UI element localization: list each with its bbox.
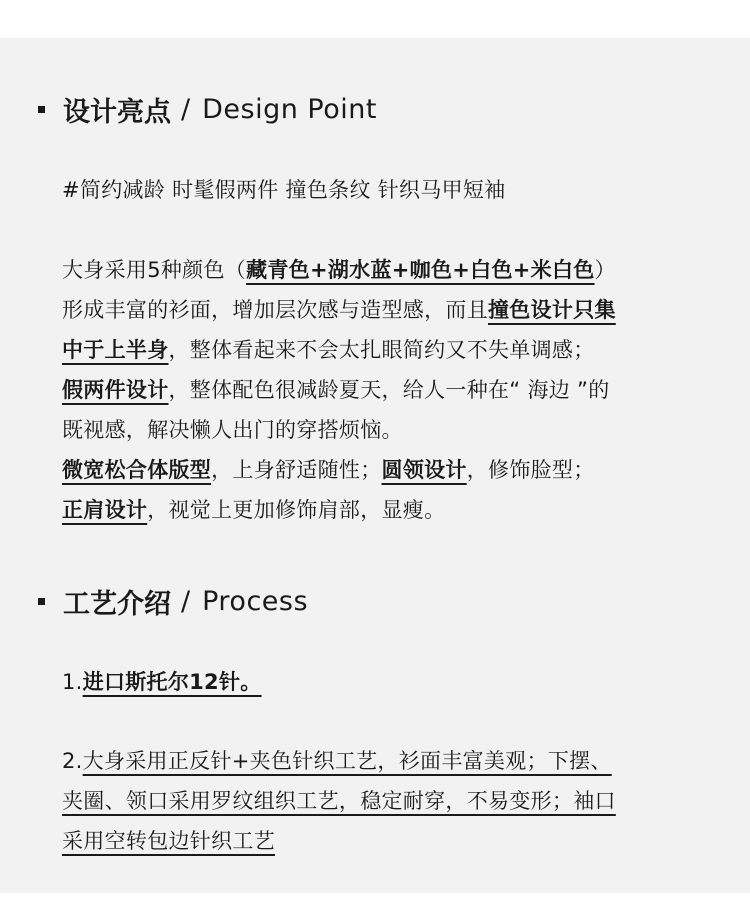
design-paragraph-line-1: [62, 250, 720, 290]
process-item-2-text: 夹圈、领口采用罗纹组织工艺，稳定耐穿，不易变形；袖口: [62, 789, 616, 813]
square-bullet-icon: [38, 106, 45, 113]
design-paragraph-line-4: [62, 370, 720, 410]
design-paragraph-line-5: 既视感，解决懒人出门的穿搭烦恼。: [62, 418, 403, 442]
text-segment: ，修饰脸型；: [466, 458, 595, 482]
upper-body-highlight: 中于上半身: [62, 338, 169, 362]
process-title-zh: 工艺介绍: [63, 588, 171, 620]
shoulder-design-highlight: 正肩设计: [62, 498, 148, 522]
design-paragraph-line-7: [62, 490, 720, 530]
item-number: 1.: [62, 670, 83, 694]
process-heading: [38, 581, 308, 621]
square-bullet-icon: [38, 598, 45, 605]
text-segment: ，视觉上更加修饰肩部，显瘦。: [147, 498, 446, 522]
round-neck-highlight: 圆领设计: [381, 458, 467, 482]
design-title-en: Design Point: [202, 93, 377, 125]
process-item-1: [62, 662, 720, 702]
loose-fit-highlight: 微宽松合体版型: [62, 458, 212, 482]
text-segment: ）: [594, 258, 616, 282]
design-paragraph-line-2: [62, 290, 720, 330]
design-paragraph-line-6: [62, 450, 720, 490]
text-segment: 形成丰富的衫面，增加层次感与造型感，而且: [62, 298, 488, 322]
text-segment: 大身采用5种颜色（: [62, 258, 247, 282]
color-list-highlight: 藏青色+湖水蓝+咖色+白色+米白色: [246, 258, 595, 282]
design-title-zh: 设计亮点: [63, 96, 171, 128]
process-item-2-text: 采用空转包边针织工艺: [62, 829, 275, 853]
process-item-2-line-1: [62, 741, 720, 781]
process-item-2-text: 大身采用正反针+夹色针织工艺，衫面丰富美观；下摆、: [82, 749, 612, 773]
title-separator: /: [181, 585, 191, 617]
design-tagline: #简约减龄 时髦假两件 撞色条纹 针织马甲短袖: [62, 178, 506, 202]
process-title-en: Process: [202, 585, 309, 617]
process-item-1-text: 进口斯托尔12针。: [82, 670, 262, 694]
process-item-2-line-2: [62, 781, 720, 821]
process-item-2-line-3: [62, 821, 720, 861]
fake-two-piece-highlight: 假两件设计: [62, 378, 169, 402]
text-segment: ，上身舒适随性；: [211, 458, 382, 482]
contrast-design-highlight: 撞色设计只集: [488, 298, 616, 322]
design-paragraph-line-3: [62, 330, 720, 370]
item-number: 2.: [62, 749, 83, 773]
design-point-heading: [38, 89, 377, 129]
title-separator: /: [181, 93, 191, 125]
text-segment: ，整体看起来不会太扎眼简约又不失单调感；: [168, 338, 595, 362]
text-segment: ，整体配色很减龄夏天，给人一种在“ 海边 ”的: [168, 378, 610, 402]
